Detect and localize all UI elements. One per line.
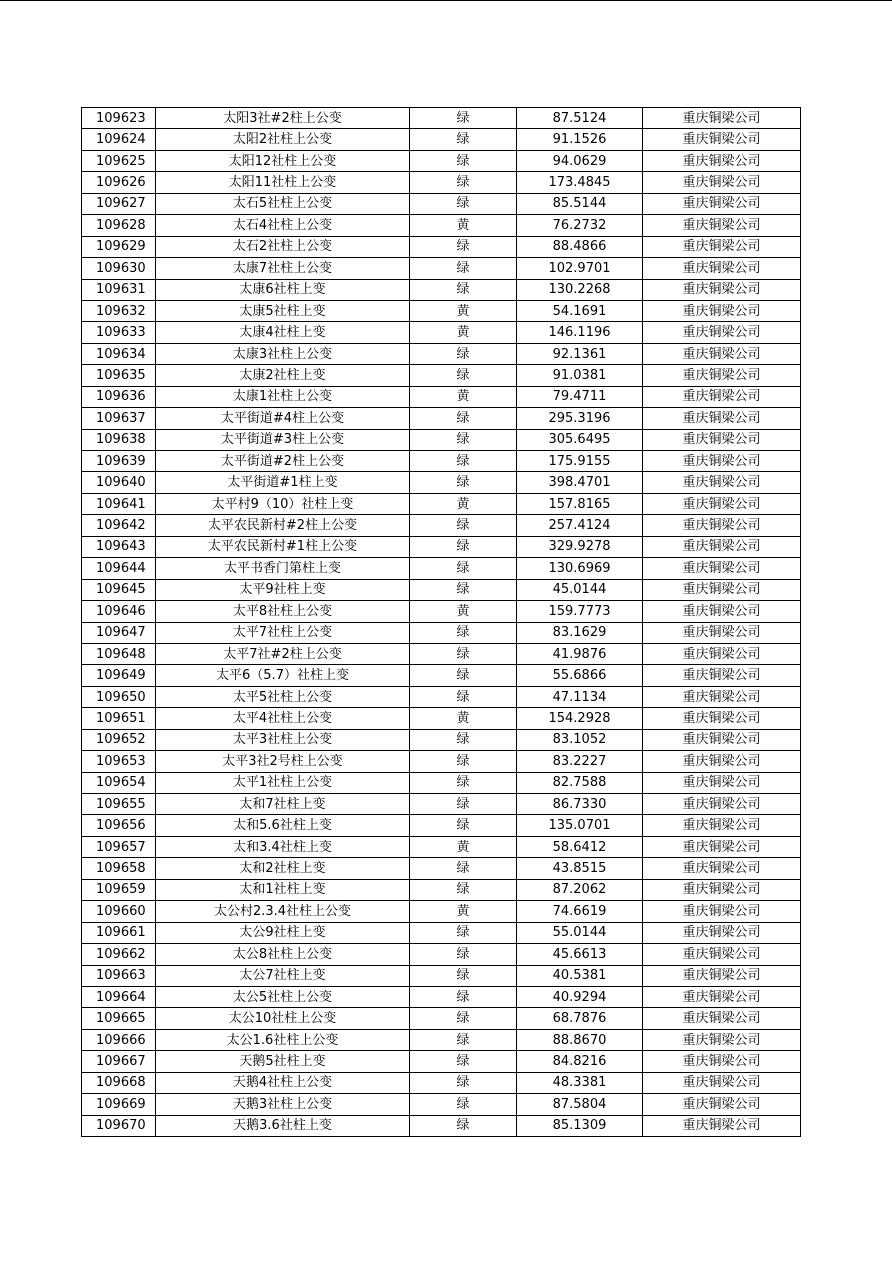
cell-name: 天鹅5社柱上变 bbox=[156, 1051, 410, 1072]
cell-id: 109630 bbox=[82, 258, 156, 279]
cell-value: 135.0701 bbox=[517, 815, 643, 836]
cell-id: 109654 bbox=[82, 772, 156, 793]
cell-name: 太平7社柱上公变 bbox=[156, 622, 410, 643]
cell-value: 41.9876 bbox=[517, 643, 643, 664]
cell-id: 109655 bbox=[82, 794, 156, 815]
table-row bbox=[82, 150, 801, 171]
cell-value: 45.6613 bbox=[517, 944, 643, 965]
cell-name: 太和7社柱上变 bbox=[156, 794, 410, 815]
cell-name: 太公1.6社柱上公变 bbox=[156, 1029, 410, 1050]
cell-id: 109635 bbox=[82, 365, 156, 386]
cell-company: 重庆铜梁公司 bbox=[643, 879, 801, 900]
table-body bbox=[82, 108, 801, 1137]
cell-id: 109659 bbox=[82, 879, 156, 900]
cell-company: 重庆铜梁公司 bbox=[643, 429, 801, 450]
cell-company: 重庆铜梁公司 bbox=[643, 836, 801, 857]
cell-id: 109647 bbox=[82, 622, 156, 643]
cell-status: 绿 bbox=[410, 879, 517, 900]
table-row bbox=[82, 879, 801, 900]
cell-value: 47.1134 bbox=[517, 686, 643, 707]
cell-name: 太公10社柱上公变 bbox=[156, 1008, 410, 1029]
cell-status: 绿 bbox=[410, 794, 517, 815]
cell-company: 重庆铜梁公司 bbox=[643, 1051, 801, 1072]
table-row bbox=[82, 172, 801, 193]
cell-status: 绿 bbox=[410, 965, 517, 986]
cell-status: 绿 bbox=[410, 515, 517, 536]
cell-id: 109641 bbox=[82, 493, 156, 514]
cell-value: 85.1309 bbox=[517, 1115, 643, 1136]
table-row bbox=[82, 322, 801, 343]
cell-company: 重庆铜梁公司 bbox=[643, 150, 801, 171]
cell-value: 91.0381 bbox=[517, 365, 643, 386]
cell-value: 58.6412 bbox=[517, 836, 643, 857]
cell-name: 太康3社柱上公变 bbox=[156, 343, 410, 364]
cell-company: 重庆铜梁公司 bbox=[643, 108, 801, 129]
cell-name: 太公8社柱上公变 bbox=[156, 944, 410, 965]
cell-id: 109670 bbox=[82, 1115, 156, 1136]
cell-company: 重庆铜梁公司 bbox=[643, 1094, 801, 1115]
cell-company: 重庆铜梁公司 bbox=[643, 386, 801, 407]
cell-id: 109631 bbox=[82, 279, 156, 300]
cell-status: 黄 bbox=[410, 601, 517, 622]
cell-status: 绿 bbox=[410, 193, 517, 214]
cell-id: 109623 bbox=[82, 108, 156, 129]
cell-status: 绿 bbox=[410, 129, 517, 150]
cell-value: 173.4845 bbox=[517, 172, 643, 193]
cell-name: 太平9社柱上变 bbox=[156, 579, 410, 600]
cell-id: 109644 bbox=[82, 558, 156, 579]
cell-id: 109669 bbox=[82, 1094, 156, 1115]
cell-value: 295.3196 bbox=[517, 408, 643, 429]
cell-company: 重庆铜梁公司 bbox=[643, 451, 801, 472]
cell-status: 绿 bbox=[410, 944, 517, 965]
cell-status: 绿 bbox=[410, 536, 517, 557]
table-row bbox=[82, 1094, 801, 1115]
cell-company: 重庆铜梁公司 bbox=[643, 515, 801, 536]
cell-value: 88.4866 bbox=[517, 236, 643, 257]
cell-name: 天鹅3社柱上公变 bbox=[156, 1094, 410, 1115]
cell-status: 黄 bbox=[410, 300, 517, 321]
table-row bbox=[82, 643, 801, 664]
cell-value: 88.8670 bbox=[517, 1029, 643, 1050]
cell-name: 太平5社柱上公变 bbox=[156, 686, 410, 707]
table-row bbox=[82, 343, 801, 364]
cell-value: 175.9155 bbox=[517, 451, 643, 472]
cell-status: 黄 bbox=[410, 901, 517, 922]
cell-company: 重庆铜梁公司 bbox=[643, 944, 801, 965]
table-row bbox=[82, 772, 801, 793]
cell-name: 太平7社#2柱上公变 bbox=[156, 643, 410, 664]
table-row bbox=[82, 815, 801, 836]
cell-company: 重庆铜梁公司 bbox=[643, 322, 801, 343]
cell-status: 绿 bbox=[410, 1051, 517, 1072]
cell-status: 绿 bbox=[410, 408, 517, 429]
table-row bbox=[82, 300, 801, 321]
cell-status: 绿 bbox=[410, 1008, 517, 1029]
cell-value: 86.7330 bbox=[517, 794, 643, 815]
cell-status: 绿 bbox=[410, 729, 517, 750]
cell-id: 109665 bbox=[82, 1008, 156, 1029]
cell-status: 绿 bbox=[410, 751, 517, 772]
cell-value: 91.1526 bbox=[517, 129, 643, 150]
cell-value: 84.8216 bbox=[517, 1051, 643, 1072]
cell-id: 109664 bbox=[82, 986, 156, 1007]
cell-id: 109645 bbox=[82, 579, 156, 600]
cell-name: 太平村9（10）社柱上变 bbox=[156, 493, 410, 514]
cell-value: 40.9294 bbox=[517, 986, 643, 1007]
cell-value: 74.6619 bbox=[517, 901, 643, 922]
cell-value: 43.8515 bbox=[517, 858, 643, 879]
table-row bbox=[82, 472, 801, 493]
cell-name: 太平4社柱上公变 bbox=[156, 708, 410, 729]
cell-company: 重庆铜梁公司 bbox=[643, 686, 801, 707]
cell-name: 太康7社柱上公变 bbox=[156, 258, 410, 279]
table-row bbox=[82, 708, 801, 729]
table-row bbox=[82, 836, 801, 857]
table-row bbox=[82, 536, 801, 557]
cell-company: 重庆铜梁公司 bbox=[643, 665, 801, 686]
table-row bbox=[82, 365, 801, 386]
cell-status: 绿 bbox=[410, 279, 517, 300]
cell-status: 绿 bbox=[410, 429, 517, 450]
cell-status: 绿 bbox=[410, 108, 517, 129]
cell-id: 109632 bbox=[82, 300, 156, 321]
cell-company: 重庆铜梁公司 bbox=[643, 901, 801, 922]
cell-company: 重庆铜梁公司 bbox=[643, 815, 801, 836]
cell-name: 太公7社柱上变 bbox=[156, 965, 410, 986]
cell-name: 太康1社柱上公变 bbox=[156, 386, 410, 407]
cell-status: 黄 bbox=[410, 322, 517, 343]
cell-status: 绿 bbox=[410, 643, 517, 664]
table-row bbox=[82, 751, 801, 772]
cell-value: 48.3381 bbox=[517, 1072, 643, 1093]
table-row bbox=[82, 129, 801, 150]
table-row bbox=[82, 794, 801, 815]
cell-company: 重庆铜梁公司 bbox=[643, 965, 801, 986]
table-row bbox=[82, 858, 801, 879]
table-row bbox=[82, 944, 801, 965]
cell-id: 109626 bbox=[82, 172, 156, 193]
cell-status: 绿 bbox=[410, 343, 517, 364]
table-row bbox=[82, 579, 801, 600]
table-row bbox=[82, 108, 801, 129]
cell-id: 109650 bbox=[82, 686, 156, 707]
table-row bbox=[82, 622, 801, 643]
cell-company: 重庆铜梁公司 bbox=[643, 343, 801, 364]
cell-company: 重庆铜梁公司 bbox=[643, 536, 801, 557]
cell-name: 天鹅3.6社柱上变 bbox=[156, 1115, 410, 1136]
cell-name: 太康5社柱上变 bbox=[156, 300, 410, 321]
table-row bbox=[82, 965, 801, 986]
cell-name: 太平书香门第柱上变 bbox=[156, 558, 410, 579]
cell-value: 130.2268 bbox=[517, 279, 643, 300]
cell-name: 太平街道#4柱上公变 bbox=[156, 408, 410, 429]
table-row bbox=[82, 515, 801, 536]
cell-name: 太石2社柱上公变 bbox=[156, 236, 410, 257]
cell-name: 太平3社2号柱上公变 bbox=[156, 751, 410, 772]
cell-value: 76.2732 bbox=[517, 215, 643, 236]
cell-id: 109662 bbox=[82, 944, 156, 965]
cell-id: 109663 bbox=[82, 965, 156, 986]
cell-value: 94.0629 bbox=[517, 150, 643, 171]
cell-value: 45.0144 bbox=[517, 579, 643, 600]
cell-value: 154.2928 bbox=[517, 708, 643, 729]
cell-id: 109624 bbox=[82, 129, 156, 150]
cell-name: 太阳2社柱上公变 bbox=[156, 129, 410, 150]
cell-company: 重庆铜梁公司 bbox=[643, 986, 801, 1007]
cell-status: 绿 bbox=[410, 922, 517, 943]
cell-name: 太平6（5.7）社柱上变 bbox=[156, 665, 410, 686]
table-row bbox=[82, 193, 801, 214]
cell-value: 83.1052 bbox=[517, 729, 643, 750]
cell-id: 109666 bbox=[82, 1029, 156, 1050]
cell-id: 109639 bbox=[82, 451, 156, 472]
cell-value: 85.5144 bbox=[517, 193, 643, 214]
cell-id: 109642 bbox=[82, 515, 156, 536]
cell-company: 重庆铜梁公司 bbox=[643, 622, 801, 643]
cell-id: 109648 bbox=[82, 643, 156, 664]
table-row bbox=[82, 901, 801, 922]
cell-name: 太平街道#2柱上公变 bbox=[156, 451, 410, 472]
table-row bbox=[82, 258, 801, 279]
cell-name: 太康4社柱上变 bbox=[156, 322, 410, 343]
table-row bbox=[82, 729, 801, 750]
cell-id: 109652 bbox=[82, 729, 156, 750]
table-row bbox=[82, 215, 801, 236]
cell-name: 太平农民新村#1柱上公变 bbox=[156, 536, 410, 557]
cell-status: 绿 bbox=[410, 622, 517, 643]
cell-value: 55.0144 bbox=[517, 922, 643, 943]
cell-company: 重庆铜梁公司 bbox=[643, 1072, 801, 1093]
cell-company: 重庆铜梁公司 bbox=[643, 258, 801, 279]
cell-value: 55.6866 bbox=[517, 665, 643, 686]
cell-name: 太公5社柱上公变 bbox=[156, 986, 410, 1007]
cell-name: 太和2社柱上变 bbox=[156, 858, 410, 879]
cell-name: 太平街道#1柱上变 bbox=[156, 472, 410, 493]
table-row bbox=[82, 386, 801, 407]
cell-name: 太石5社柱上公变 bbox=[156, 193, 410, 214]
cell-status: 黄 bbox=[410, 386, 517, 407]
cell-value: 146.1196 bbox=[517, 322, 643, 343]
cell-company: 重庆铜梁公司 bbox=[643, 279, 801, 300]
cell-name: 太和1社柱上变 bbox=[156, 879, 410, 900]
cell-name: 太平8社柱上公变 bbox=[156, 601, 410, 622]
cell-id: 109649 bbox=[82, 665, 156, 686]
cell-value: 40.5381 bbox=[517, 965, 643, 986]
cell-status: 绿 bbox=[410, 986, 517, 1007]
cell-status: 绿 bbox=[410, 558, 517, 579]
cell-company: 重庆铜梁公司 bbox=[643, 365, 801, 386]
cell-status: 绿 bbox=[410, 1115, 517, 1136]
cell-status: 绿 bbox=[410, 772, 517, 793]
table-row bbox=[82, 1051, 801, 1072]
cell-id: 109636 bbox=[82, 386, 156, 407]
cell-status: 绿 bbox=[410, 815, 517, 836]
cell-status: 绿 bbox=[410, 258, 517, 279]
cell-id: 109634 bbox=[82, 343, 156, 364]
cell-id: 109629 bbox=[82, 236, 156, 257]
cell-company: 重庆铜梁公司 bbox=[643, 1029, 801, 1050]
cell-company: 重庆铜梁公司 bbox=[643, 236, 801, 257]
cell-company: 重庆铜梁公司 bbox=[643, 729, 801, 750]
cell-status: 绿 bbox=[410, 1029, 517, 1050]
cell-status: 绿 bbox=[410, 150, 517, 171]
cell-company: 重庆铜梁公司 bbox=[643, 193, 801, 214]
cell-id: 109657 bbox=[82, 836, 156, 857]
cell-company: 重庆铜梁公司 bbox=[643, 794, 801, 815]
cell-name: 太平3社柱上公变 bbox=[156, 729, 410, 750]
cell-value: 305.6495 bbox=[517, 429, 643, 450]
cell-value: 87.5124 bbox=[517, 108, 643, 129]
cell-company: 重庆铜梁公司 bbox=[643, 215, 801, 236]
cell-value: 398.4701 bbox=[517, 472, 643, 493]
cell-status: 绿 bbox=[410, 665, 517, 686]
cell-company: 重庆铜梁公司 bbox=[643, 408, 801, 429]
cell-status: 黄 bbox=[410, 493, 517, 514]
cell-name: 太公村2.3.4社柱上公变 bbox=[156, 901, 410, 922]
cell-id: 109627 bbox=[82, 193, 156, 214]
table-row bbox=[82, 451, 801, 472]
cell-value: 83.2227 bbox=[517, 751, 643, 772]
cell-value: 82.7588 bbox=[517, 772, 643, 793]
cell-id: 109637 bbox=[82, 408, 156, 429]
table-row bbox=[82, 986, 801, 1007]
cell-value: 257.4124 bbox=[517, 515, 643, 536]
cell-value: 87.5804 bbox=[517, 1094, 643, 1115]
cell-status: 绿 bbox=[410, 1094, 517, 1115]
cell-id: 109633 bbox=[82, 322, 156, 343]
cell-status: 绿 bbox=[410, 686, 517, 707]
cell-id: 109651 bbox=[82, 708, 156, 729]
cell-value: 83.1629 bbox=[517, 622, 643, 643]
cell-status: 黄 bbox=[410, 708, 517, 729]
table-row bbox=[82, 1072, 801, 1093]
cell-value: 130.6969 bbox=[517, 558, 643, 579]
cell-value: 159.7773 bbox=[517, 601, 643, 622]
cell-id: 109653 bbox=[82, 751, 156, 772]
cell-value: 92.1361 bbox=[517, 343, 643, 364]
cell-name: 太和3.4社柱上变 bbox=[156, 836, 410, 857]
cell-name: 天鹅4社柱上公变 bbox=[156, 1072, 410, 1093]
table-row bbox=[82, 1029, 801, 1050]
cell-company: 重庆铜梁公司 bbox=[643, 858, 801, 879]
cell-status: 绿 bbox=[410, 172, 517, 193]
cell-status: 绿 bbox=[410, 451, 517, 472]
cell-company: 重庆铜梁公司 bbox=[643, 708, 801, 729]
cell-id: 109661 bbox=[82, 922, 156, 943]
cell-name: 太和5.6社柱上变 bbox=[156, 815, 410, 836]
table-row bbox=[82, 408, 801, 429]
cell-status: 绿 bbox=[410, 365, 517, 386]
cell-status: 黄 bbox=[410, 215, 517, 236]
cell-id: 109646 bbox=[82, 601, 156, 622]
cell-name: 太公9社柱上变 bbox=[156, 922, 410, 943]
cell-company: 重庆铜梁公司 bbox=[643, 300, 801, 321]
cell-status: 绿 bbox=[410, 236, 517, 257]
table-row bbox=[82, 922, 801, 943]
cell-id: 109660 bbox=[82, 901, 156, 922]
transformer-table bbox=[81, 107, 801, 1137]
cell-company: 重庆铜梁公司 bbox=[643, 129, 801, 150]
cell-status: 黄 bbox=[410, 836, 517, 857]
cell-name: 太平街道#3柱上公变 bbox=[156, 429, 410, 450]
cell-value: 79.4711 bbox=[517, 386, 643, 407]
cell-status: 绿 bbox=[410, 1072, 517, 1093]
cell-value: 54.1691 bbox=[517, 300, 643, 321]
cell-id: 109668 bbox=[82, 1072, 156, 1093]
cell-value: 87.2062 bbox=[517, 879, 643, 900]
cell-company: 重庆铜梁公司 bbox=[643, 558, 801, 579]
table-row bbox=[82, 236, 801, 257]
page-top-border bbox=[0, 0, 892, 1]
cell-status: 绿 bbox=[410, 579, 517, 600]
cell-company: 重庆铜梁公司 bbox=[643, 772, 801, 793]
cell-value: 329.9278 bbox=[517, 536, 643, 557]
cell-company: 重庆铜梁公司 bbox=[643, 922, 801, 943]
cell-name: 太阳11社柱上公变 bbox=[156, 172, 410, 193]
cell-company: 重庆铜梁公司 bbox=[643, 1115, 801, 1136]
cell-value: 102.9701 bbox=[517, 258, 643, 279]
table-row bbox=[82, 1115, 801, 1136]
table-row bbox=[82, 665, 801, 686]
cell-company: 重庆铜梁公司 bbox=[643, 751, 801, 772]
table-row bbox=[82, 686, 801, 707]
cell-id: 109656 bbox=[82, 815, 156, 836]
cell-id: 109628 bbox=[82, 215, 156, 236]
cell-name: 太平1社柱上公变 bbox=[156, 772, 410, 793]
cell-id: 109643 bbox=[82, 536, 156, 557]
cell-status: 绿 bbox=[410, 472, 517, 493]
cell-company: 重庆铜梁公司 bbox=[643, 1008, 801, 1029]
cell-name: 太阳3社#2柱上公变 bbox=[156, 108, 410, 129]
cell-value: 68.7876 bbox=[517, 1008, 643, 1029]
table-row bbox=[82, 558, 801, 579]
table-row bbox=[82, 601, 801, 622]
cell-name: 太康2社柱上变 bbox=[156, 365, 410, 386]
cell-value: 157.8165 bbox=[517, 493, 643, 514]
cell-company: 重庆铜梁公司 bbox=[643, 172, 801, 193]
cell-id: 109640 bbox=[82, 472, 156, 493]
cell-company: 重庆铜梁公司 bbox=[643, 579, 801, 600]
cell-id: 109658 bbox=[82, 858, 156, 879]
cell-company: 重庆铜梁公司 bbox=[643, 643, 801, 664]
table-row bbox=[82, 279, 801, 300]
cell-name: 太平农民新村#2柱上公变 bbox=[156, 515, 410, 536]
cell-id: 109638 bbox=[82, 429, 156, 450]
cell-name: 太石4社柱上公变 bbox=[156, 215, 410, 236]
cell-id: 109667 bbox=[82, 1051, 156, 1072]
table-row bbox=[82, 429, 801, 450]
cell-name: 太阳12社柱上公变 bbox=[156, 150, 410, 171]
cell-status: 绿 bbox=[410, 858, 517, 879]
cell-company: 重庆铜梁公司 bbox=[643, 472, 801, 493]
cell-name: 太康6社柱上变 bbox=[156, 279, 410, 300]
cell-company: 重庆铜梁公司 bbox=[643, 493, 801, 514]
cell-company: 重庆铜梁公司 bbox=[643, 601, 801, 622]
table-row bbox=[82, 493, 801, 514]
table-row bbox=[82, 1008, 801, 1029]
cell-id: 109625 bbox=[82, 150, 156, 171]
